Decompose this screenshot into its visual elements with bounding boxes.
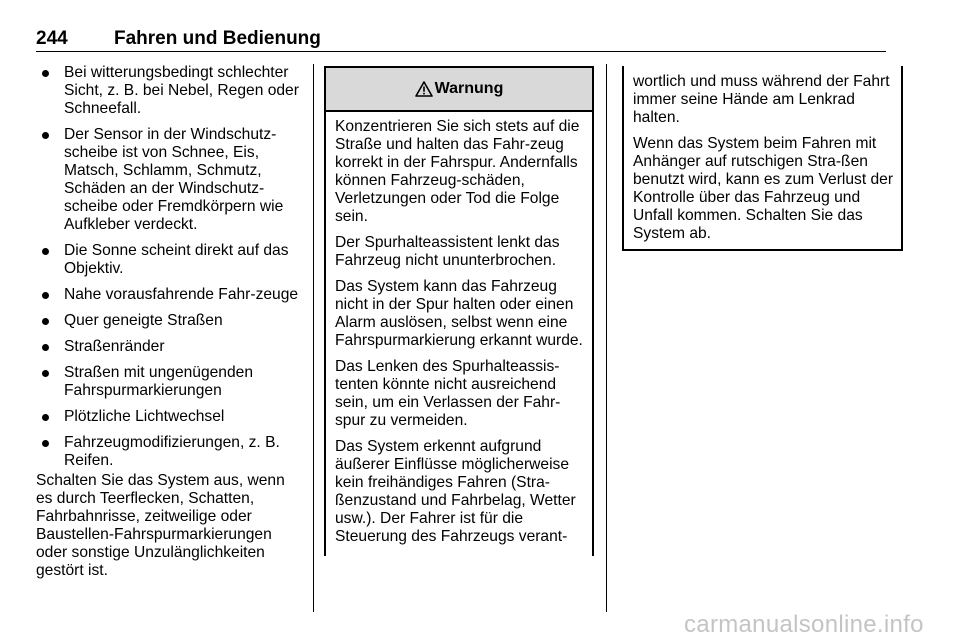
warning-paragraph: Das System erkennt aufgrund äußerer Einflüsse möglicherweise kein freihändiges Fahren (Stra-ßenzustand und Fahrbelag, Wetter usw.). Der Fahrer ist für die Steuerung des Fahrzeugs verant- [335,438,576,545]
chapter-title: Fahren und Bedienung [114,28,321,49]
list-item-text: Straßenränder [64,338,165,355]
list-item-text: Quer geneigte Straßen [64,312,223,329]
header-rule [36,51,886,52]
warning-box-continuation [622,66,903,251]
warning-paragraph: wortlich und muss während der Fahrt immer seine Hände am Lenkrad halten. [633,73,890,126]
bullet-dot [42,414,49,421]
column-divider [606,64,607,612]
warning-paragraph: Das System kann das Fahrzeug nicht in der Spur halten oder einen Alarm auslösen, selbst wenn eine Fahrspurmarkierung erkannt wurde. [335,278,583,349]
warning-paragraph: Konzentrieren Sie sich stets auf die Straße und halten das Fahr-zeug korrekt in der Fahrspur. Andernfalls können Fahrzeug-schäden, Verletzungen oder Tod die Folge sein. [335,118,580,225]
body-paragraph: Schalten Sie das System aus, wenn es durch Teerflecken, Schatten, Fahrbahnrisse, zeitweilige oder Baustellen-Fahrspurmarkierungen oder sonstige Unzulänglichkeiten gestört ist. [36,472,285,579]
warning-paragraph: Wenn das System beim Fahren mit Anhänger auf rutschigen Stra-ßen benutzt wird, kann es zum Verlust der Kontrolle über das Fahrzeug und Unfall kommen. Schalten Sie das System ab. [633,135,894,242]
left-column [36,64,302,580]
warning-title: Warnung [434,80,504,97]
warning-header [326,68,592,112]
warning-body [326,112,592,546]
warning-triangle-icon [415,81,433,97]
list-item [36,338,302,356]
list-item [36,408,302,426]
list-item [36,64,302,118]
list-item [36,312,302,330]
page-header [36,28,886,52]
list-item [36,364,302,400]
list-item-text: Nahe vorausfahrende Fahr-zeuge [64,286,299,303]
bullet-list [36,64,302,470]
column-divider [313,64,314,612]
list-item [36,242,302,278]
bullet-dot [42,70,49,77]
warning-paragraph: Der Spurhalteassistent lenkt das Fahrzeug nicht ununterbrochen. [335,234,560,269]
list-item [36,286,302,304]
list-item-text: Der Sensor in der Windschutz-scheibe ist von Schnee, Eis, Matsch, Schlamm, Schmutz, Schäden an der Windschutz-scheibe oder Fremdkörpern wie Aufkleber verdeckt. [64,126,284,233]
list-item [36,126,302,234]
warning-paragraph: Das Lenken des Spurhalteassis-tenten könnte nicht ausreichend sein, um ein Verlassen der Fahr-spur zu vermeiden. [335,358,561,429]
bullet-dot [42,292,49,299]
watermark: carmanualsonline.info [684,611,924,638]
list-item-text: Plötzliche Lichtwechsel [64,408,225,425]
list-item-text: Bei witterungsbedingt schlechter Sicht, z. B. bei Nebel, Regen oder Schneefall. [64,64,299,117]
bullet-dot [42,440,49,447]
list-item-text: Fahrzeugmodifizierungen, z. B. Reifen. [64,434,280,469]
list-item-text: Straßen mit ungenügenden Fahrspurmarkierungen [64,364,253,399]
bullet-dot [42,370,49,377]
warning-box [324,66,594,556]
list-item [36,434,302,470]
list-item-text: Die Sonne scheint direkt auf das Objektiv. [64,242,289,277]
bullet-dot [42,248,49,255]
page-number: 244 [36,28,68,49]
bullet-dot [42,132,49,139]
bullet-dot [42,344,49,351]
bullet-dot [42,318,49,325]
